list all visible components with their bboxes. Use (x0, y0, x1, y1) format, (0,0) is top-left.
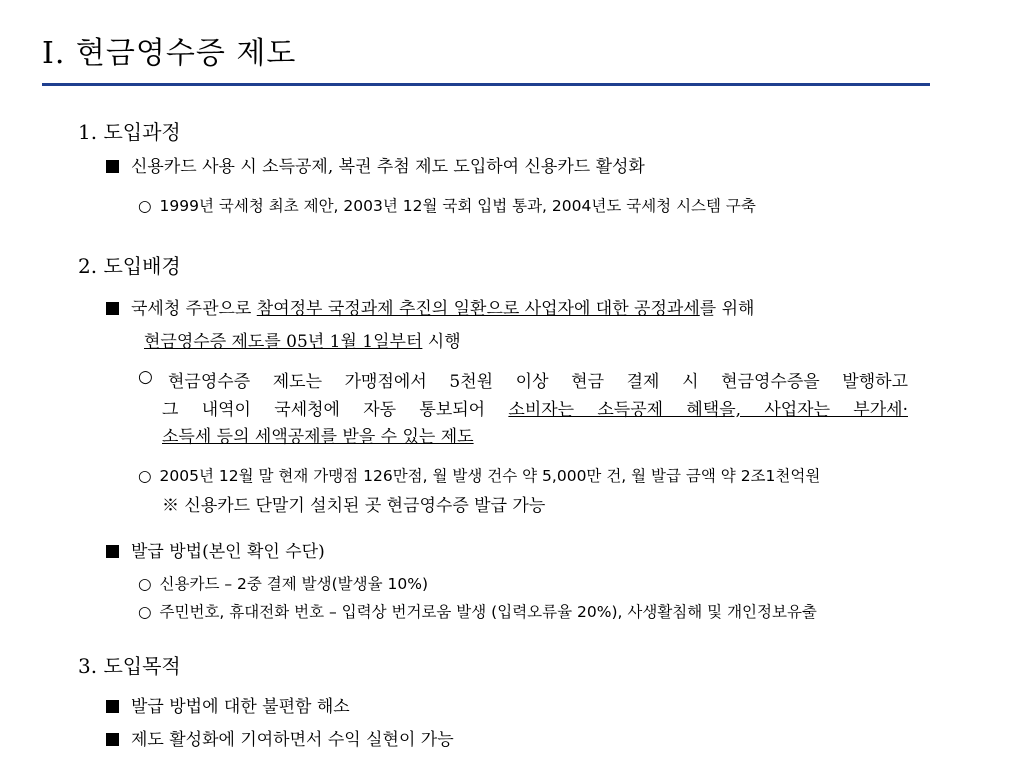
sub-item-text: 1999년 국세청 최초 제안, 2003년 12월 국회 입법 통과, 2004년도 국세청 시스템 구축 (159, 197, 756, 215)
section-3-bullet-1 (106, 692, 350, 717)
sub-item-text: 주민번호, 휴대전화 번호 – 입력상 번거로움 발생 (입력오류율 20%), 사생활침해 및 개인정보유출 (159, 603, 817, 621)
section-2-bullet-2 (106, 537, 325, 562)
sub-item-text-pre: 그 내역이 국세청에 자동 통보되어 (162, 400, 509, 420)
square-bullet-icon (106, 302, 119, 315)
title-divider (42, 83, 930, 86)
bullet-text-post: 시행 (422, 332, 461, 352)
section-2-sub-item-2 (138, 464, 820, 486)
circle-bullet-icon: ○ (138, 197, 152, 215)
section-2-heading: 2. 도입배경 (78, 254, 181, 278)
section-3-bullet-2 (106, 725, 454, 750)
circle-bullet-icon-2a: ○ (138, 367, 153, 387)
section-2-bullet-1 (106, 294, 754, 319)
circle-bullet-icon: ○ (138, 575, 152, 593)
bullet-text: 신용카드 사용 시 소득공제, 복권 추첨 제도 도입하여 신용카드 활성화 (131, 157, 645, 177)
section-2-bullet-2-sub-item-1 (138, 572, 428, 594)
sub-item-text: 신용카드 – 2중 결제 발생(발생율 10%) (159, 575, 429, 593)
square-bullet-icon (106, 160, 119, 173)
square-bullet-icon (106, 545, 119, 558)
bullet-text: 발급 방법에 대한 불편함 해소 (131, 697, 350, 717)
section-1-bullet-1 (106, 152, 645, 177)
section-1-heading: 1. 도입과정 (78, 120, 181, 144)
circle-bullet-icon: ○ (138, 467, 152, 485)
section-3-heading: 3. 도입목적 (78, 654, 181, 678)
bullet-text-post: 를 위해 (699, 299, 755, 319)
bullet-text-underlined: 참여정부 국정과제 추진의 일환으로 사업자에 대한 공정과세 (256, 299, 700, 319)
bullet-text-pre: 국세청 주관으로 (131, 299, 257, 319)
section-2-bullet-1-continuation (144, 327, 461, 352)
bullet-text: 발급 방법(본인 확인 수단) (131, 542, 325, 562)
section-2-sub-item-1-line-3 (162, 422, 474, 447)
section-2-sub-item-1-line-1: 현금영수증 제도는 가맹점에서 5천원 이상 현금 결제 시 현금영수증을 발행하고 (168, 372, 909, 392)
section-2-sub-item-1-line-2 (162, 395, 908, 420)
section-2-bullet-2-sub-item-2 (138, 600, 817, 622)
section-2-note: ※ 신용카드 단말기 설치된 곳 현금영수증 발급 가능 (162, 496, 546, 516)
sub-item-text-underlined: 소비자는 소득공제 혜택을, 사업자는 부가세· (508, 400, 908, 420)
circle-bullet-icon: ○ (138, 603, 152, 621)
page-title: Ⅰ. 현금영수증 제도 (42, 36, 297, 71)
sub-item-text-underlined: 소득세 등의 세액공제를 받을 수 있는 제도 (162, 427, 474, 447)
section-1-sub-item-1 (138, 194, 756, 216)
bullet-text-underlined: 현금영수증 제도를 05년 1월 1일부터 (144, 332, 423, 352)
square-bullet-icon (106, 700, 119, 713)
bullet-text: 제도 활성화에 기여하면서 수익 실현이 가능 (131, 730, 454, 750)
square-bullet-icon (106, 733, 119, 746)
sub-item-text: 2005년 12월 말 현재 가맹점 126만점, 월 발생 건수 약 5,000만 건, 월 발급 금액 약 2조1천억원 (159, 467, 821, 485)
